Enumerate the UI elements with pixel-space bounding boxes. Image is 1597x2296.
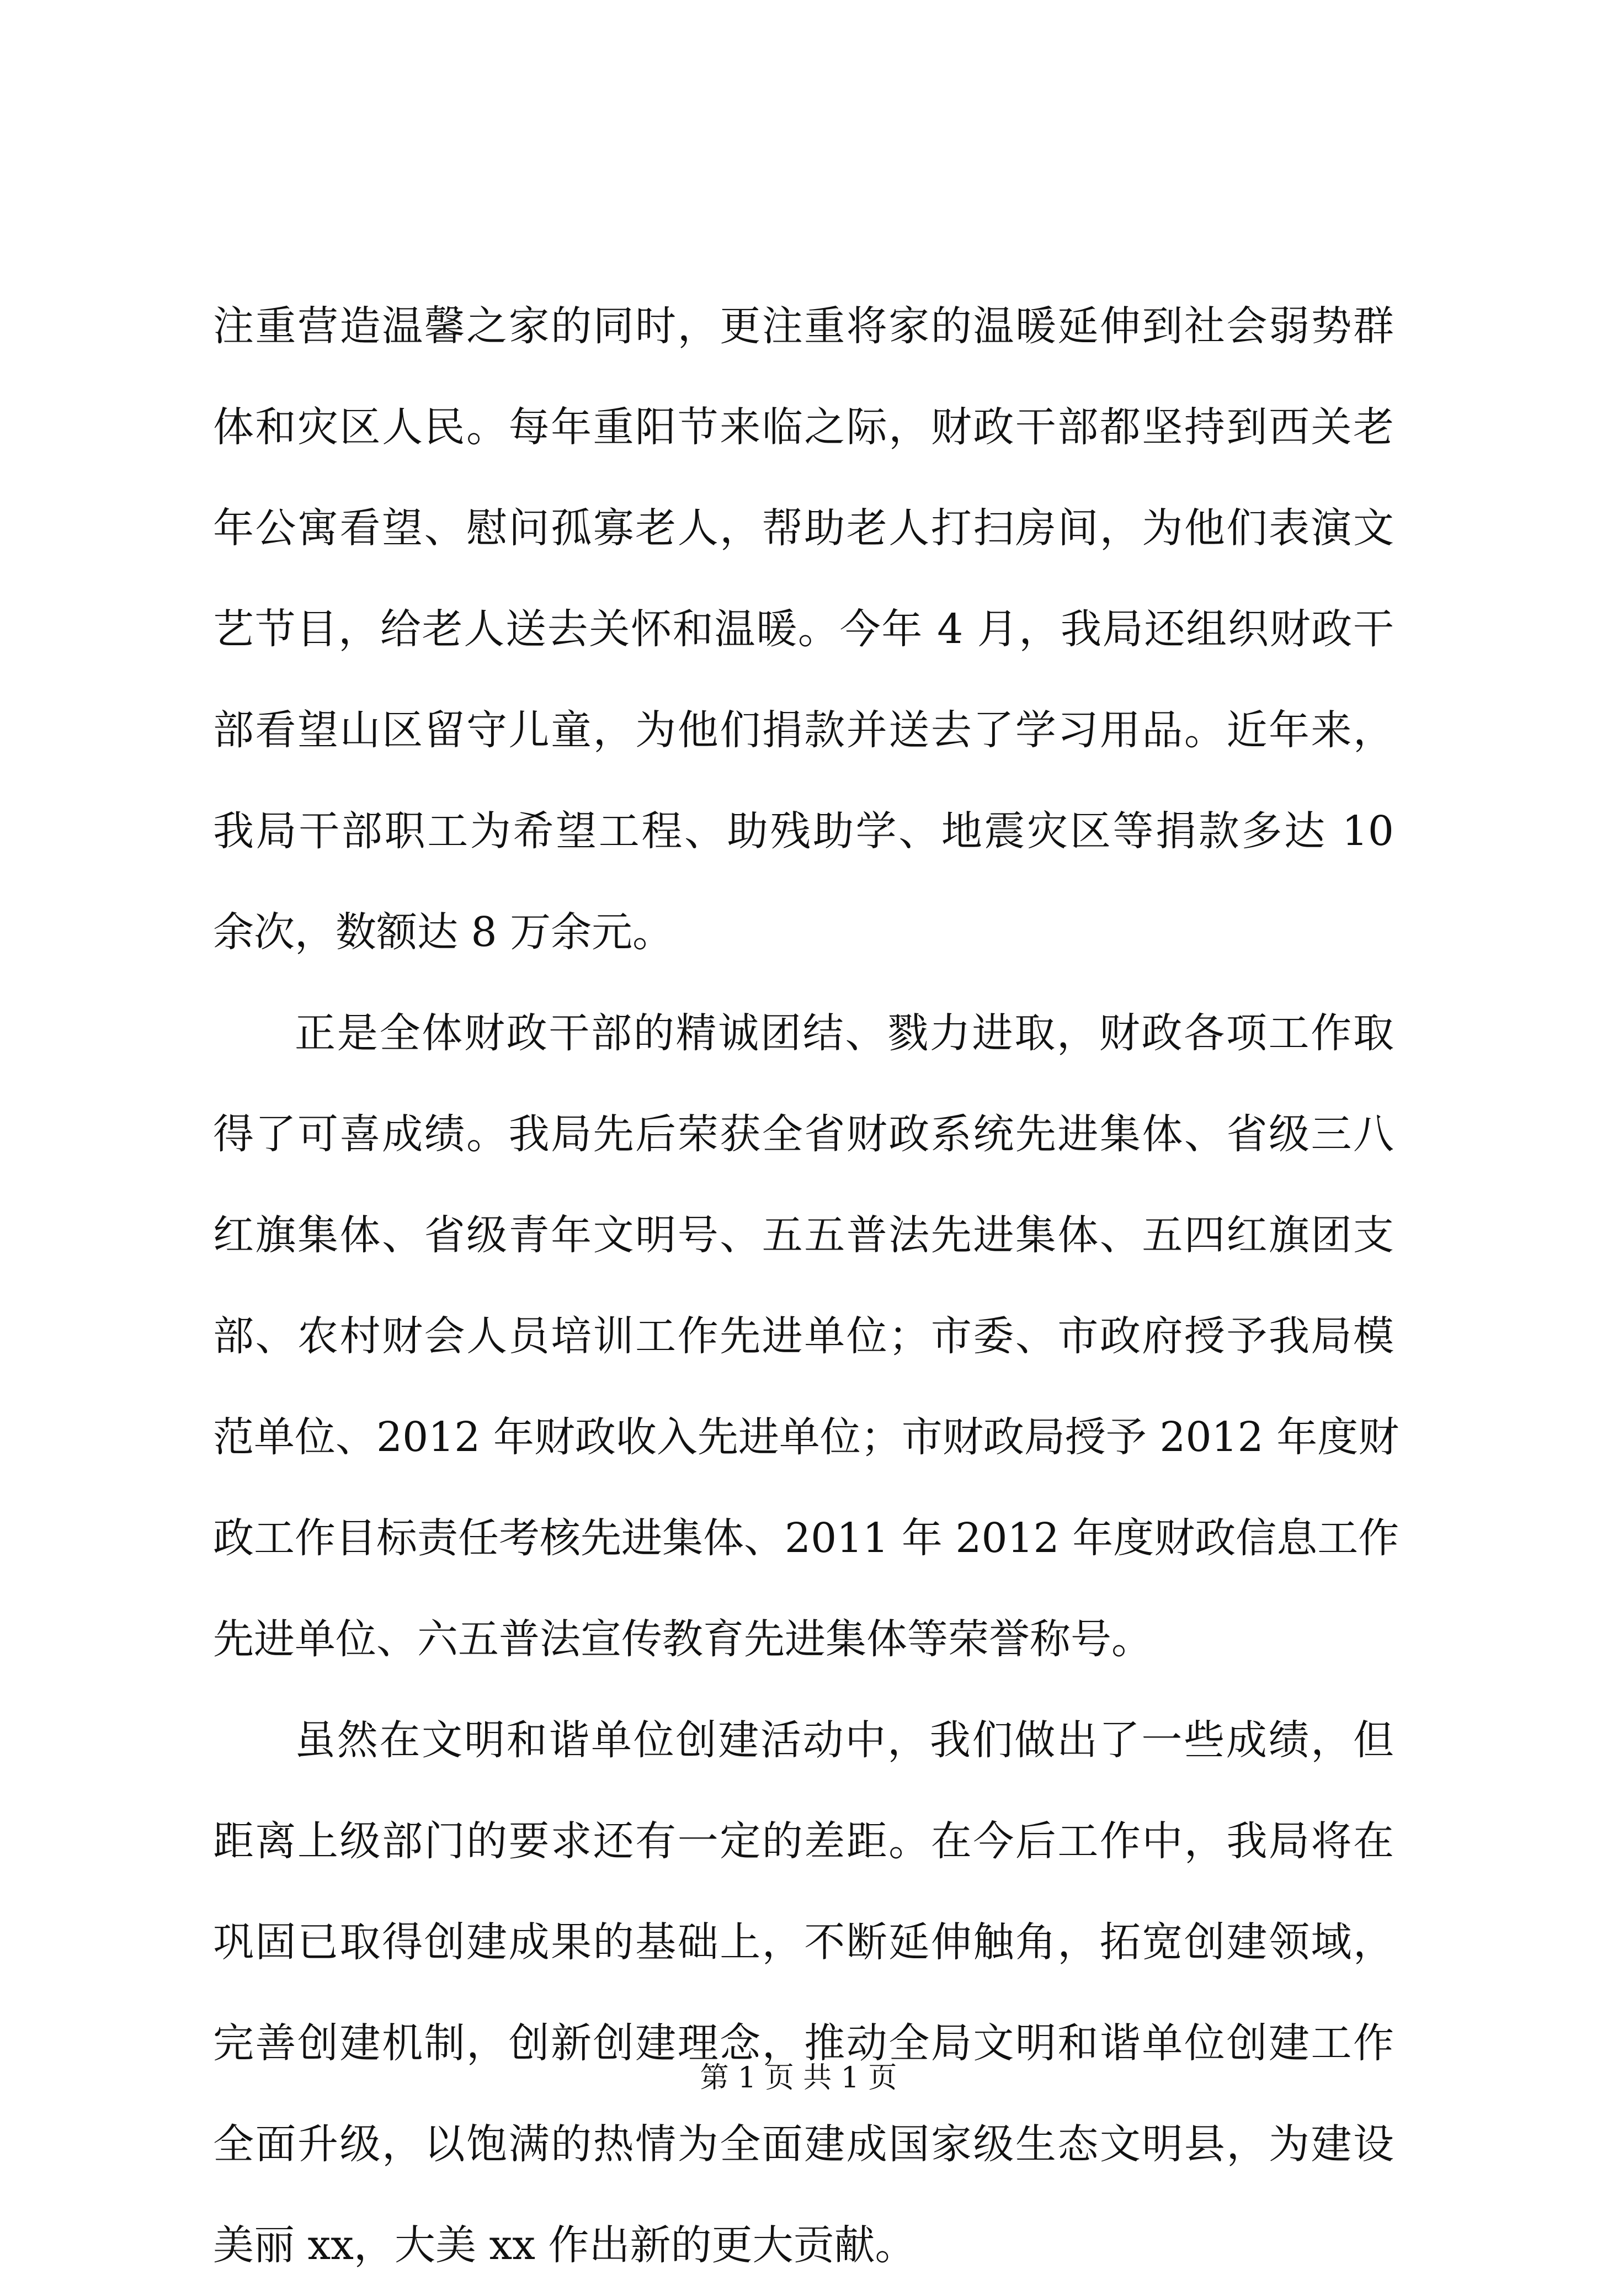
page-number-indicator: 第 1 页 共 1 页 (700, 2061, 897, 2095)
page-footer (0, 2059, 1597, 2097)
paragraph-3-line-1: 虽然在文明和谐单位创建活动中，我们做出了一些成绩，但 (295, 1716, 1394, 1764)
paragraph-2-line-3: 红旗集体、省级青年文明号、五五普法先进集体、五四红旗团支 (213, 1211, 1394, 1259)
document-body (213, 276, 1399, 2296)
paragraph-3-line-3: 巩固已取得创建成果的基础上，不断延伸触角，拓宽创建领域， (213, 1918, 1394, 1966)
paragraph-3-line-2: 距离上级部门的要求还有一定的差距。在今后工作中，我局将在 (213, 1817, 1394, 1865)
paragraph-1-line-5: 部看望山区留守儿童，为他们捐款并送去了学习用品。近年来， (213, 706, 1394, 754)
paragraph-1-line-2: 体和灾区人民。每年重阳节来临之际，财政干部都坚持到西关老 (213, 403, 1394, 451)
paragraph-1-line-3: 年公寓看望、慰问孤寡老人，帮助老人打扫房间，为他们表演文 (213, 504, 1394, 552)
paragraph-2-line-7: 先进单位、六五普法宣传教育先进集体等荣誉称号。 (213, 1615, 1152, 1663)
paragraph-1-line-4: 艺节目，给老人送去关怀和温暖。今年 4 月，我局还组织财政干 (213, 605, 1394, 653)
paragraph-2-line-4: 部、农村财会人员培训工作先进单位；市委、市政府授予我局模 (213, 1312, 1394, 1360)
paragraph-2-line-6: 政工作目标责任考核先进集体、2011 年 2012 年度财政信息工作 (213, 1514, 1399, 1562)
paragraph-2-line-5: 范单位、2012 年财政收入先进单位；市财政局授予 2012 年度财 (213, 1413, 1399, 1461)
paragraph-1-line-6: 我局干部职工为希望工程、助残助学、地震灾区等捐款多达 10 (213, 807, 1394, 855)
paragraph-1-line-7: 余次，数额达 8 万余元。 (213, 908, 674, 956)
paragraph-2-line-1: 正是全体财政干部的精诚团结、戮力进取，财政各项工作取 (295, 1009, 1394, 1057)
paragraph-3-line-4: 完善创建机制，创新创建理念，推动全局文明和谐单位创建工作 (213, 2019, 1394, 2067)
paragraph-3-line-5: 全面升级，以饱满的热情为全面建成国家级生态文明县，为建设 (213, 2120, 1394, 2168)
paragraph-1-line-1: 注重营造温馨之家的同时，更注重将家的温暖延伸到社会弱势群 (213, 302, 1394, 350)
paragraph-3-line-6: 美丽 xx，大美 xx 作出新的更大贡献。 (213, 2221, 916, 2269)
paragraph-2-line-2: 得了可喜成绩。我局先后荣获全省财政系统先进集体、省级三八 (213, 1110, 1394, 1158)
